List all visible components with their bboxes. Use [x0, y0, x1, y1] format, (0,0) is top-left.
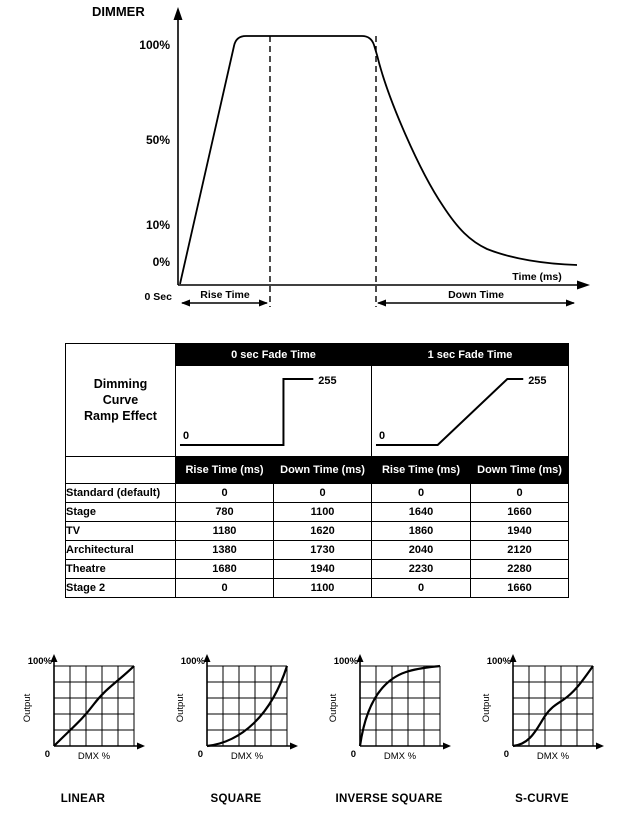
- cell-value: 780: [176, 503, 274, 522]
- row-label: Architectural: [66, 541, 176, 560]
- y-max-label: 100%: [27, 656, 52, 667]
- y-tick-0: 0%: [152, 255, 170, 269]
- ramp-graph-1sec: [372, 366, 569, 457]
- cell-value: 1680: [176, 560, 274, 579]
- corner-title-line: Curve: [102, 392, 139, 407]
- corner-title: [66, 344, 176, 457]
- inverse-square-curve: [360, 666, 440, 746]
- ramp-zero-label: 0: [182, 429, 190, 443]
- curve-plot: [479, 652, 605, 774]
- curve-caption: LINEAR: [60, 793, 106, 805]
- linear-ramp-chart: [372, 366, 568, 456]
- cell-value: 1660: [471, 579, 569, 598]
- cell-value: 1640: [372, 503, 471, 522]
- rise-arrow-right-icon: [259, 300, 268, 307]
- x-axis-arrowhead-icon: [443, 743, 451, 750]
- output-label: Output: [481, 693, 492, 723]
- ramp-effect-table: [65, 343, 569, 598]
- ramp-graph-0sec: [176, 366, 372, 457]
- col-header-rise-1sec: Rise Time (ms): [372, 457, 471, 484]
- fade-header-1sec: 1 sec Fade Time: [372, 344, 569, 366]
- y-min-label: 0: [503, 749, 509, 760]
- table-row: [66, 541, 569, 560]
- rise-time-label: Rise Time: [200, 289, 250, 301]
- cell-value: 0: [176, 579, 274, 598]
- step-ramp-chart: [176, 366, 371, 456]
- cell-value: 0: [372, 579, 471, 598]
- y-min-label: 0: [44, 749, 50, 760]
- table-row: [66, 484, 569, 503]
- x-axis-arrowhead-icon: [137, 743, 145, 750]
- y-max-label: 100%: [180, 656, 205, 667]
- col-header-down-1sec: Down Time (ms): [471, 457, 569, 484]
- x-axis-arrowhead-icon: [577, 281, 590, 290]
- cell-value: 1100: [274, 503, 372, 522]
- ramp-max-label: 255: [528, 374, 547, 388]
- cell-value: 1860: [372, 522, 471, 541]
- cell-value: 1660: [471, 503, 569, 522]
- y-min-label: 0: [197, 749, 203, 760]
- dimmer-chart: [0, 0, 631, 318]
- y-axis-arrowhead-icon: [174, 7, 183, 20]
- table-row: [66, 522, 569, 541]
- ramp-zero-label: 0: [378, 429, 386, 443]
- rise-arrow-left-icon: [181, 300, 190, 307]
- cell-value: 1380: [176, 541, 274, 560]
- x-axis-label: Time (ms): [512, 271, 562, 283]
- col-header-down-0sec: Down Time (ms): [274, 457, 372, 484]
- col-header-rise-0sec: Rise Time (ms): [176, 457, 274, 484]
- grid: [207, 666, 287, 746]
- down-arrow-left-icon: [377, 300, 386, 307]
- dmx-label: DMX %: [383, 751, 417, 762]
- cell-value: 2280: [471, 560, 569, 579]
- down-time-label: Down Time: [448, 289, 504, 301]
- curve-caption: SQUARE: [210, 793, 262, 805]
- curve-caption: S-CURVE: [515, 793, 569, 805]
- curve-panel-square: [173, 652, 299, 805]
- square-curve: [207, 666, 287, 746]
- cell-value: 1620: [274, 522, 372, 541]
- row-label: Stage 2: [66, 579, 176, 598]
- corner-spacer: [66, 457, 176, 484]
- corner-title-line: Dimming: [93, 376, 148, 391]
- linear-curve: [54, 666, 134, 746]
- curve-plot: [173, 652, 299, 774]
- step-ramp-line: [180, 379, 313, 445]
- x-axis-arrowhead-icon: [596, 743, 604, 750]
- curve-caption: INVERSE SQUARE: [335, 793, 443, 805]
- s-curve: [513, 666, 593, 746]
- cell-value: 2230: [372, 560, 471, 579]
- y-tick-100: 100%: [139, 38, 170, 52]
- linear-ramp-line: [376, 379, 523, 445]
- curve-panel-inverse-square: [326, 652, 452, 805]
- cell-value: 1180: [176, 522, 274, 541]
- curve-plot: [326, 652, 452, 774]
- dmx-label: DMX %: [536, 751, 570, 762]
- dimmer-curve: [180, 36, 577, 284]
- curve-panel-linear: [20, 652, 146, 805]
- cell-value: 0: [274, 484, 372, 503]
- corner-title-line: Ramp Effect: [84, 409, 157, 424]
- y-tick-50: 50%: [145, 133, 170, 147]
- row-label: Standard (default): [66, 484, 176, 503]
- dmx-label: DMX %: [230, 751, 264, 762]
- cell-value: 0: [176, 484, 274, 503]
- dimmer-title: DIMMER: [92, 4, 145, 19]
- cell-value: 1940: [471, 522, 569, 541]
- cell-value: 0: [471, 484, 569, 503]
- cell-value: 1100: [274, 579, 372, 598]
- y-tick-10: 10%: [145, 218, 170, 232]
- output-label: Output: [328, 693, 339, 723]
- origin-label: 0 Sec: [144, 291, 172, 303]
- down-arrow-right-icon: [566, 300, 575, 307]
- y-max-label: 100%: [333, 656, 358, 667]
- output-label: Output: [22, 693, 33, 723]
- row-label: TV: [66, 522, 176, 541]
- output-label: Output: [175, 693, 186, 723]
- cell-value: 2120: [471, 541, 569, 560]
- cell-value: 1730: [274, 541, 372, 560]
- table-row: [66, 579, 569, 598]
- row-label: Theatre: [66, 560, 176, 579]
- curve-plot: [20, 652, 146, 774]
- cell-value: 0: [372, 484, 471, 503]
- y-max-label: 100%: [486, 656, 511, 667]
- row-label: Stage: [66, 503, 176, 522]
- curve-panel-s-curve: [479, 652, 605, 805]
- ramp-max-label: 255: [318, 374, 337, 388]
- cell-value: 2040: [372, 541, 471, 560]
- dmx-label: DMX %: [77, 751, 111, 762]
- x-axis-arrowhead-icon: [290, 743, 298, 750]
- table-row: [66, 503, 569, 522]
- cell-value: 1940: [274, 560, 372, 579]
- fade-header-0sec: 0 sec Fade Time: [176, 344, 372, 366]
- y-min-label: 0: [350, 749, 356, 760]
- table-row: [66, 560, 569, 579]
